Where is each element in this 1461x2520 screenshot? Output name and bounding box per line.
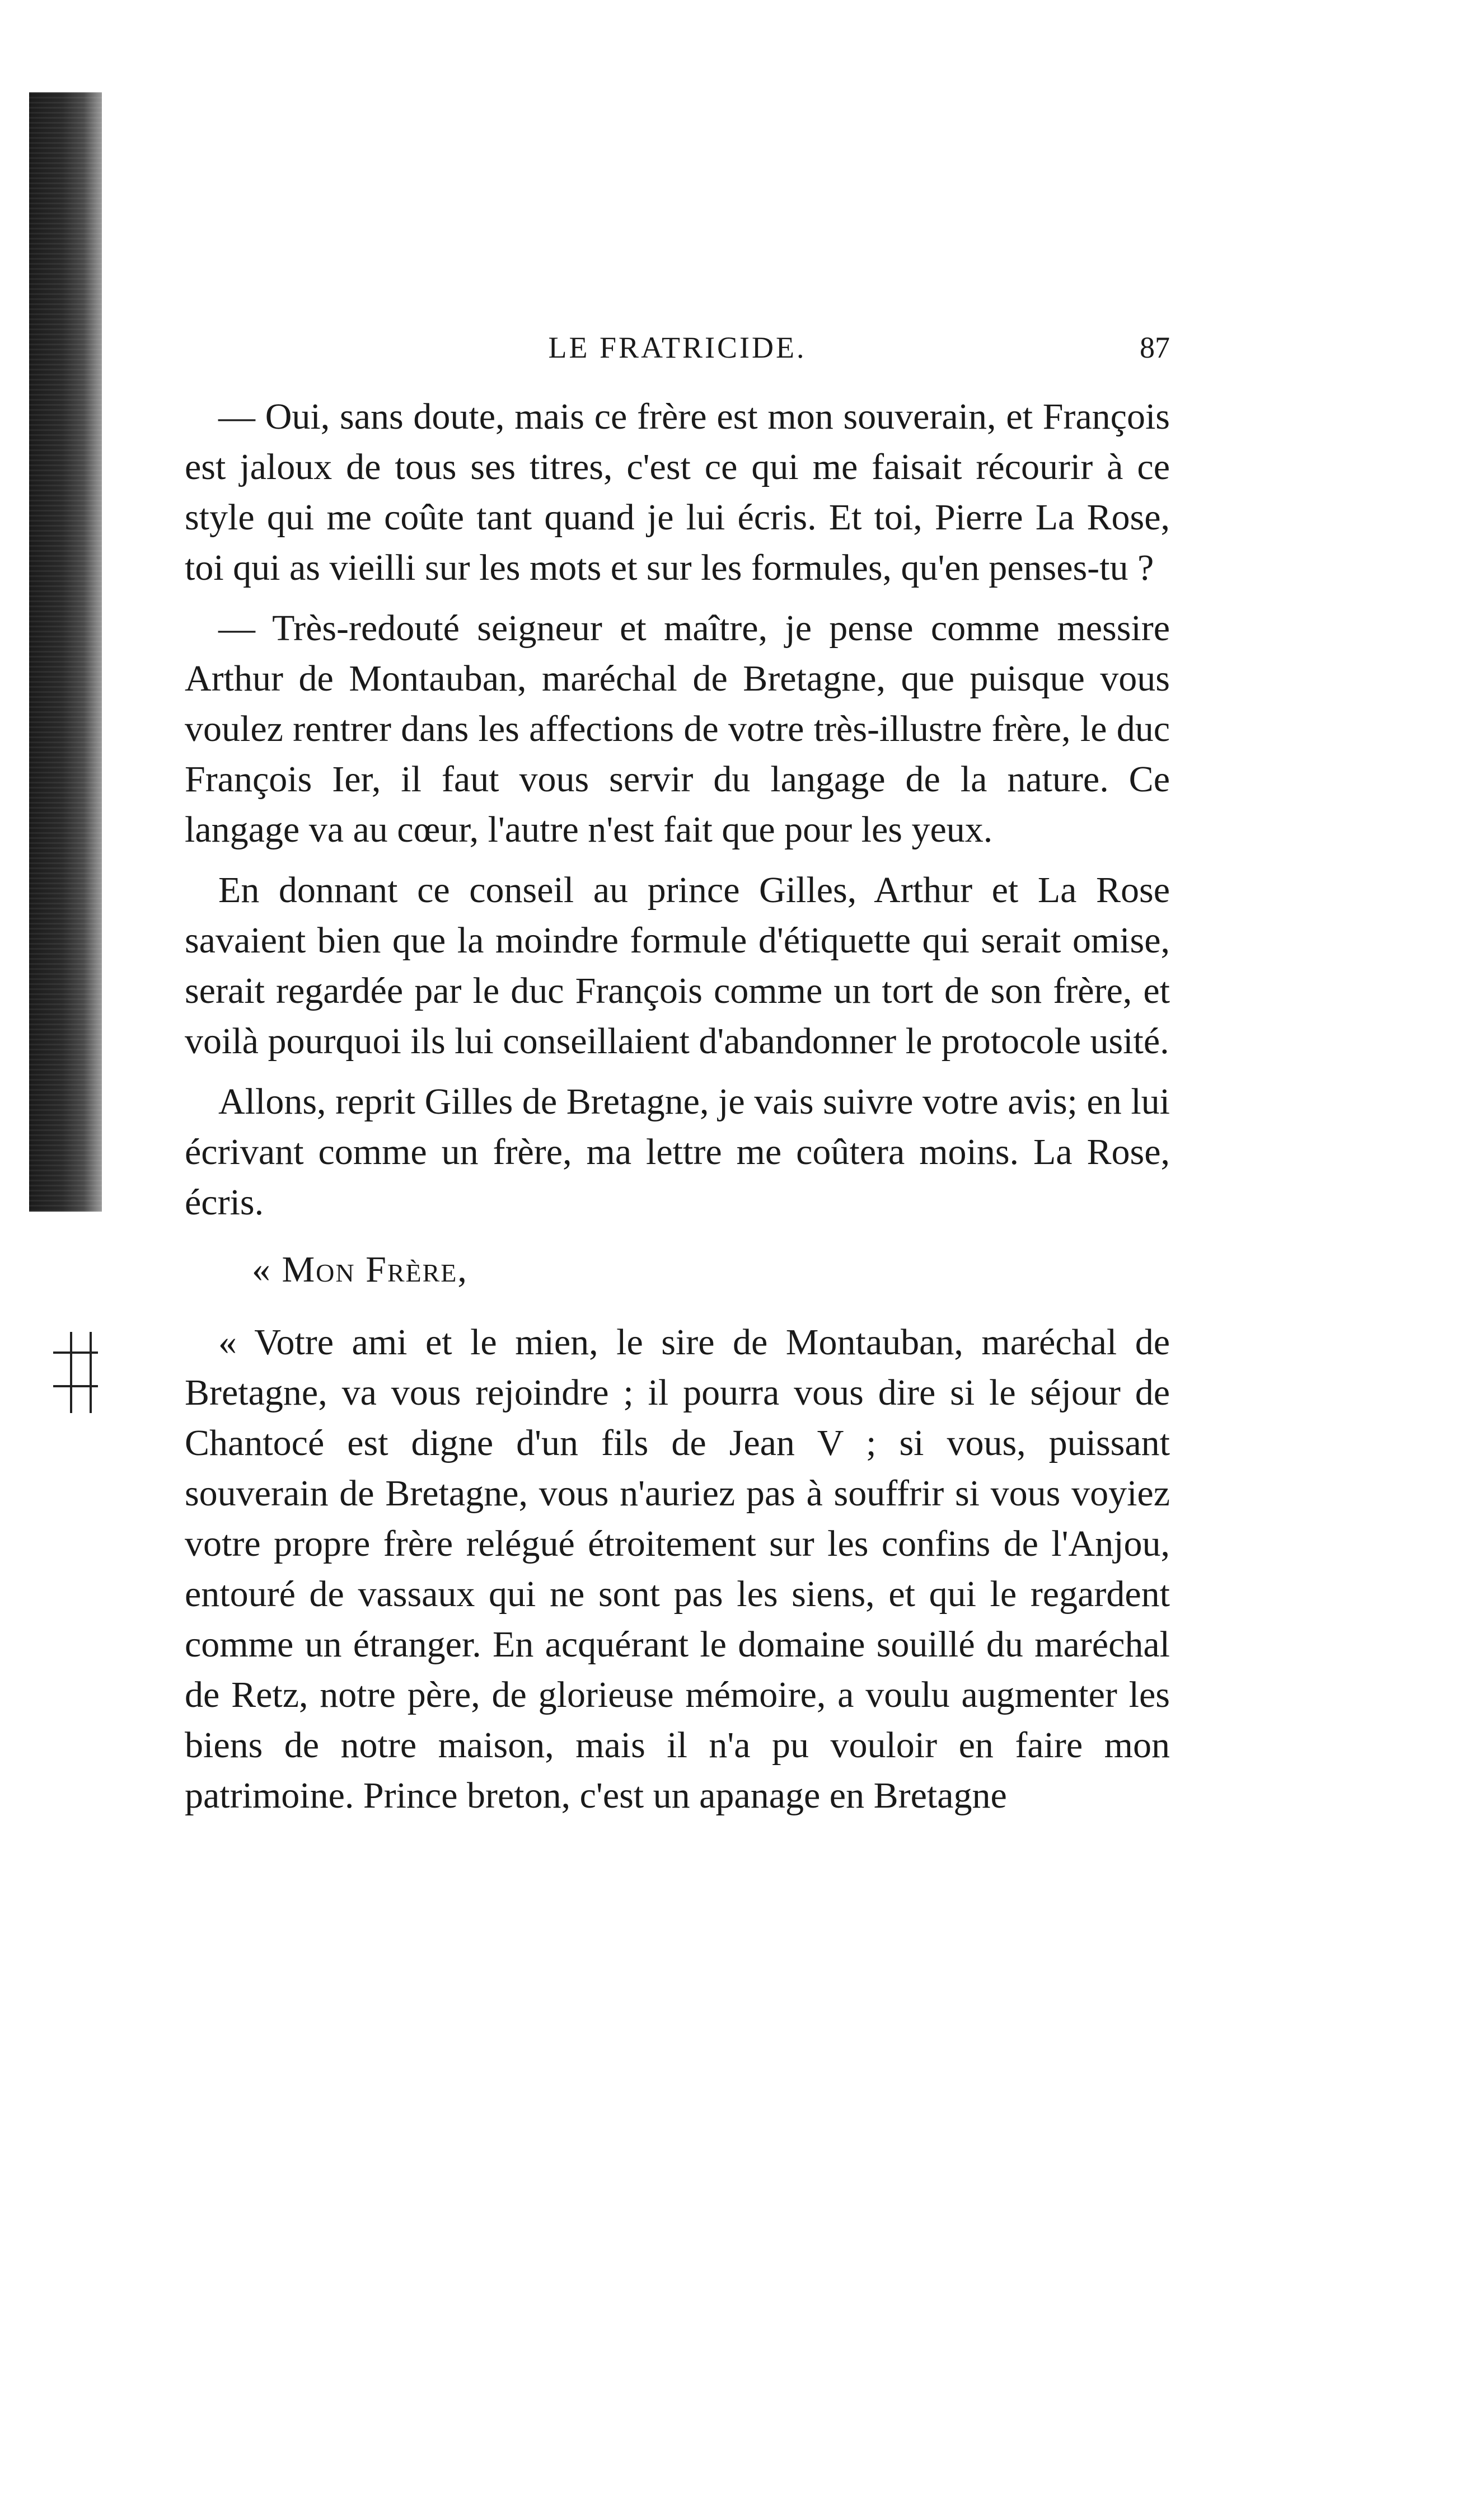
margin-mark-vertical-left (70, 1332, 72, 1413)
paragraph-4: Allons, reprit Gilles de Bretagne, je vais suivre votre avis; en lui écrivant comme un frère, ma lettre me coûtera moins. La Rose, écris. (185, 1081, 1170, 1223)
letter-salutation: « Mon Frère, (252, 1249, 468, 1290)
paragraph-1: — Oui, sans doute, mais ce frère est mon souverain, et François est jaloux de tous ses titres, c'est ce qui me faisait récourir à ce style qui me coûte tant quand je lui écris. Et toi, Pierre La Rose, toi qui as vieilli sur les mots et sur les formules, qu'en penses-tu ? (185, 396, 1170, 588)
paragraph-2: — Très-redouté seigneur et maître, je pense comme messire Arthur de Montauban, maréchal de Bretagne, que puisque vous voulez rentrer dans les affections de votre très-illustre frère, le duc François Ier, il faut vous servir du langage de la nature. Ce langage va au cœur, l'autre n'est fait que pour les yeux. (185, 608, 1170, 850)
running-title: LE FRATRICIDE. (548, 331, 807, 364)
page-number: 87 (1140, 331, 1170, 364)
paragraph-3: En donnant ce conseil au prince Gilles, Arthur et La Rose savaient bien que la moindre formule d'étiquette qui serait omise, serait regardée par le duc François comme un tort de son frère, et voilà pourquoi ils lui conseillaient d'abandonner le protocole usité. (185, 870, 1170, 1062)
letter-body: « Votre ami et le mien, le sire de Montauban, maréchal de Bretagne, va vous rejoindre ; il pourra vous dire si le séjour de Chantocé est digne d'un fils de Jean V ; si vous, puissant souverain de Bretagne, vous n'auriez pas à souffrir si vous voyiez votre propre frère relégué étroitement sur les confins de l'Anjou, entouré de vassaux qui ne sont pas les siens, et qui le regardent comme un étranger. En acquérant le domaine souillé du maréchal de Retz, notre père, de glorieuse mémoire, a voulu augmenter les biens de notre maison, mais il n'a pu vouloir en faire mon patrimoine. Prince breton, c'est un apanage en Bretagne (185, 1322, 1170, 1816)
binding-shadow (29, 92, 102, 1212)
margin-mark-vertical-right (90, 1332, 92, 1413)
body-text (185, 392, 1170, 1831)
page-header (185, 325, 1170, 375)
